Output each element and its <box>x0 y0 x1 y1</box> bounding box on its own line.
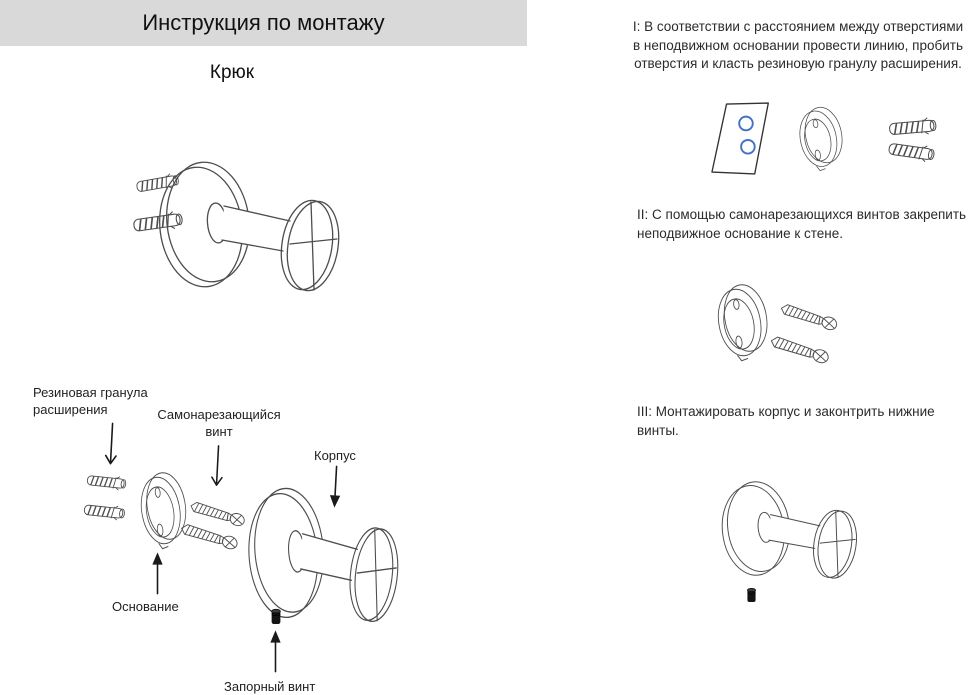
wall-anchor-illustration <box>136 173 180 194</box>
step-1-illustration <box>693 92 955 182</box>
arrow-up-icon <box>268 629 283 673</box>
label-body: Корпус <box>314 448 356 463</box>
step-2-text: II: С помощью самонарезающихся винтов закрепить неподвижное основание к стене. <box>637 207 967 241</box>
screw-illustration <box>189 501 247 528</box>
locking-screw-illustration <box>269 607 283 627</box>
step-3-text: III: Монтажировать корпус и законтрить нижние винты. <box>637 404 935 438</box>
wall-anchor-illustration <box>133 211 183 234</box>
base-ring-illustration <box>136 468 191 549</box>
wall-anchor-illustration <box>889 117 937 137</box>
arrow-up-icon <box>150 551 165 595</box>
wall-plate-illustration <box>712 103 768 174</box>
locking-screw-illustration <box>747 588 755 602</box>
label-rubber-plug: Резиновая гранула расширения <box>33 385 148 417</box>
label-self-tapping-screw: Самонарезающийся винт <box>157 407 281 439</box>
wall-anchor-illustration <box>87 474 127 491</box>
page-title: Инструкция по монтажу <box>142 10 385 35</box>
wall-anchor-illustration <box>888 141 935 163</box>
base-ring-illustration <box>712 280 773 361</box>
step-1-text: I: В соответствии с расстоянием между отверстиями в неподвижном основании провести линию, пробить отверстия и класть резиновую гранулу расширения. <box>632 19 964 71</box>
hook-body-illustration <box>243 484 402 626</box>
hook-assembled-illustration <box>717 478 861 581</box>
label-locking-screw: Запорный винт <box>224 679 316 694</box>
step-3-illustration <box>690 462 870 614</box>
screw-illustration <box>779 303 839 332</box>
base-ring-illustration <box>795 103 848 171</box>
screw-illustration <box>769 336 831 366</box>
hook-assembled-illustration <box>110 140 350 320</box>
wall-anchor-illustration <box>84 503 125 521</box>
label-base: Основание <box>112 599 179 614</box>
product-subtitle: Крюк <box>209 62 255 83</box>
screw-illustration <box>179 523 239 551</box>
header-bar <box>0 0 527 46</box>
step-2-illustration <box>690 268 890 380</box>
